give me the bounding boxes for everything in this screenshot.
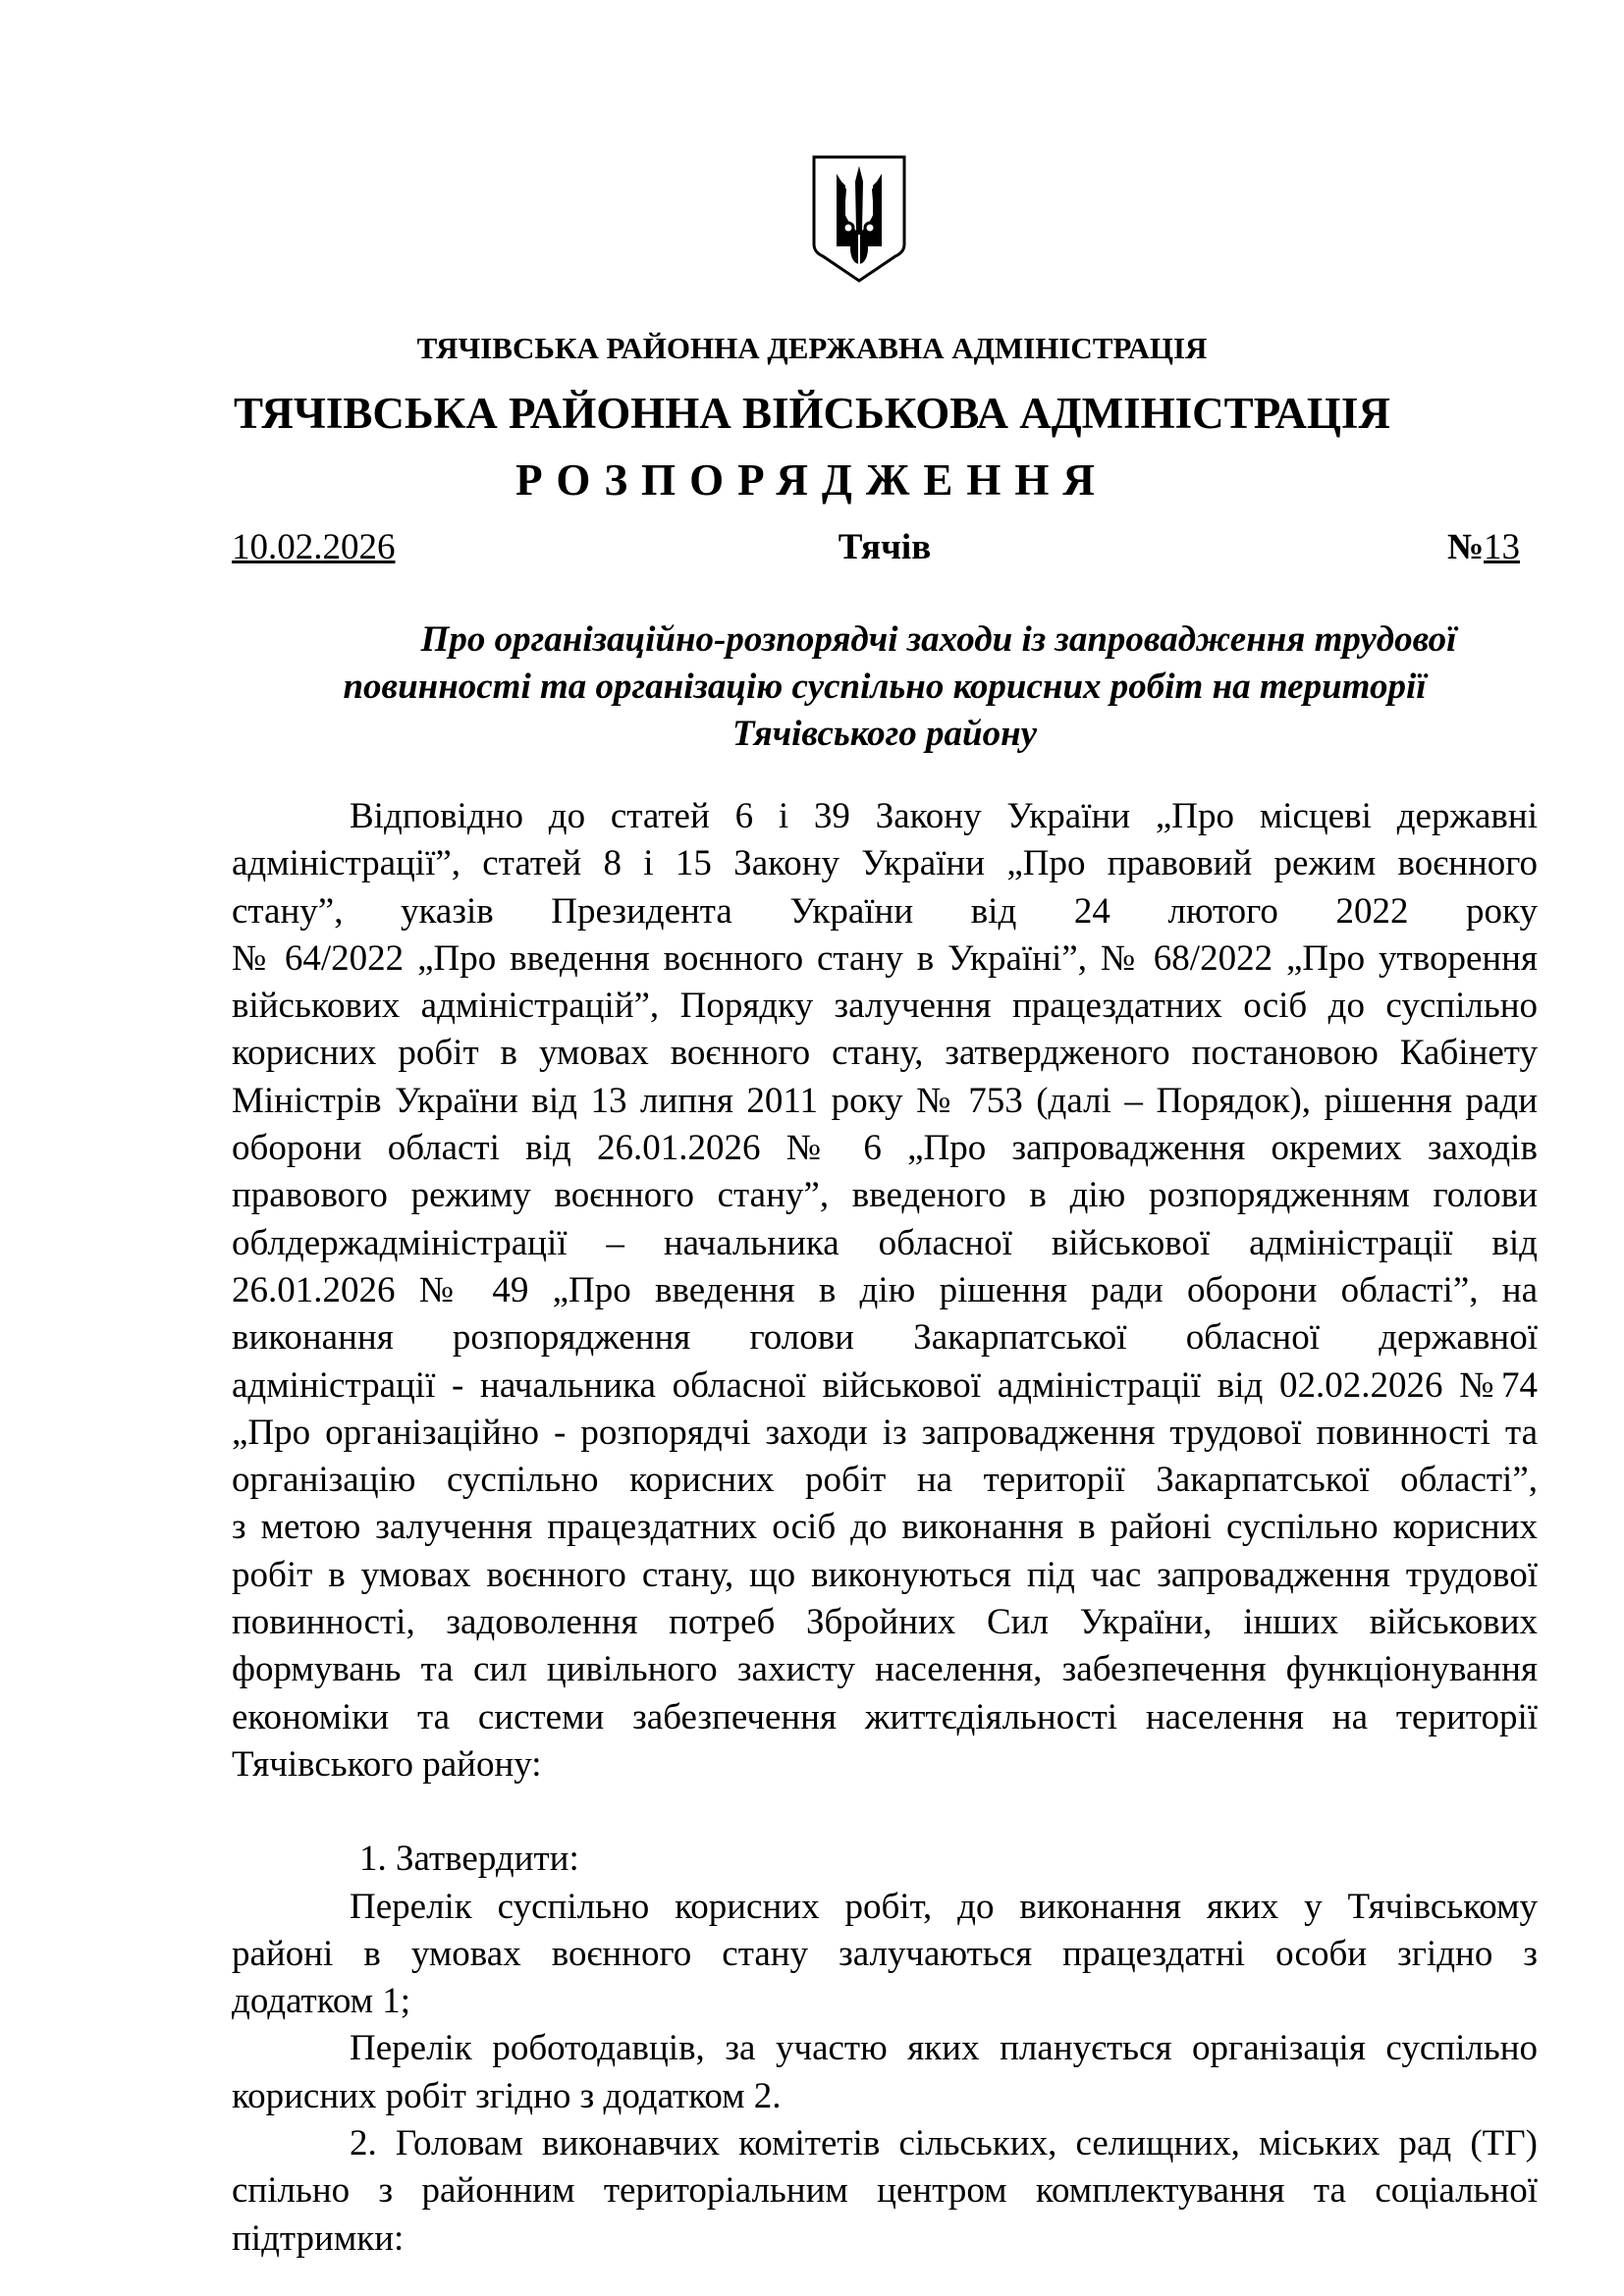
military-administration-heading: ТЯЧІВСЬКА РАЙОННА ВІЙСЬКОВА АДМІНІСТРАЦІЯ (234, 389, 1390, 438)
document-meta-row (232, 526, 1538, 575)
text-line: „Про організаційно - розпорядчі заходи із запровадження трудової повинності та (232, 1412, 1538, 1453)
text-line: стану”, указів Президента України від 24 лютого 2022 року (232, 890, 1538, 932)
text-line: облдержадміністрації – начальника обласної військової адміністрації від (232, 1222, 1538, 1263)
document-number (1447, 526, 1520, 568)
text-line: спільно з районним територіальним центром комплектування та соціальної (232, 2170, 1538, 2212)
text-line: формувань та сил цивільного захисту населення, забезпечення функціонування (232, 1649, 1538, 1690)
document-type-heading: РОЗПОРЯДЖЕННЯ (515, 455, 1109, 505)
text-line: Перелік роботодавців, за участю яких планується організація суспільно (350, 2028, 1538, 2069)
preamble-paragraph (232, 793, 1538, 1789)
text-line: оборони області від 26.01.2026 № 6 „Про запровадження окремих заходів (232, 1128, 1538, 1169)
document-city: Тячів (838, 527, 932, 567)
text-line: Міністрів України від 13 липня 2011 року № 753 (далі – Порядок), рішення ради (232, 1080, 1538, 1121)
subject-line: Про організаційно-розпорядчі заходи із запровадження трудової (420, 619, 1457, 660)
item-1b-paragraph (232, 2025, 1538, 2120)
subject-line: Тячівського району (731, 714, 1038, 754)
subject-line: повинності та організацію суспільно корисних робіт на території (343, 667, 1427, 707)
text-line: економіки та системи забезпечення життєдіяльності населення на території (232, 1696, 1538, 1737)
text-line: Тячівського району: (232, 1743, 542, 1785)
document-body (232, 793, 1538, 2263)
trident-coat-of-arms-icon (811, 154, 907, 284)
text-line: 2. Головам виконавчих комітетів сільських, селищних, міських рад (ТГ) (350, 2123, 1538, 2164)
text-line: з метою залучення працездатних осіб до виконання в районі суспільно корисних (232, 1507, 1538, 1548)
number-sign: № (1446, 527, 1484, 567)
text-line: Відповідно до статей 6 і 39 Закону України „Про місцеві державні (350, 796, 1538, 836)
text-line: адміністрації”, статей 8 і 15 Закону України „Про правовий режим воєнного (232, 843, 1538, 884)
text-line: організацію суспільно корисних робіт на території Закарпатської області”, (232, 1460, 1538, 1501)
text-line: виконання розпорядження голови Закарпатської обласної державної (232, 1317, 1538, 1359)
document-date: 10.02.2026 (232, 527, 396, 567)
number-value: 13 (1484, 527, 1520, 567)
item-2-paragraph (232, 2120, 1538, 2263)
document-subject (232, 616, 1538, 758)
text-line: адміністрації - начальника обласної військової адміністрації від 02.02.2026 №74 (232, 1364, 1538, 1406)
text-line: 26.01.2026 № 49 „Про введення в дію рішення ради оборони області”, на (232, 1269, 1538, 1310)
text-line: корисних робіт згідно з додатком 2. (232, 2075, 782, 2116)
item-1-heading: 1. Затвердити: (359, 1839, 579, 1880)
text-line: повинності, задоволення потреб Збройних Сил України, інших військових (232, 1602, 1538, 1643)
text-line: військових адміністрацій”, Порядку залучення працездатних осіб до суспільно (232, 986, 1538, 1027)
text-line: додатком 1; (232, 1981, 411, 2022)
text-line: підтримки: (232, 2217, 405, 2259)
state-administration-heading: ТЯЧІВСЬКА РАЙОННА ДЕРЖАВНА АДМІНІСТРАЦІЯ (416, 331, 1208, 365)
text-line: правового режиму воєнного стану”, введеного в дію розпорядженням голови (232, 1175, 1538, 1216)
text-line: Перелік суспільно корисних робіт, до виконання яких у Тячівському (350, 1886, 1538, 1927)
text-line: робіт в умовах воєнного стану, що виконуються під час запровадження трудової (232, 1554, 1538, 1595)
text-line: районі в умовах воєнного стану залучаються працездатні особи згідно з (232, 1933, 1538, 1974)
text-line: № 64/2022 „Про введення воєнного стану в Україні”, № 68/2022 „Про утворення (232, 937, 1538, 979)
text-line: корисних робіт в умовах воєнного стану, затвердженого постановою Кабінету (232, 1033, 1538, 1074)
item-1a-paragraph (232, 1884, 1538, 2026)
